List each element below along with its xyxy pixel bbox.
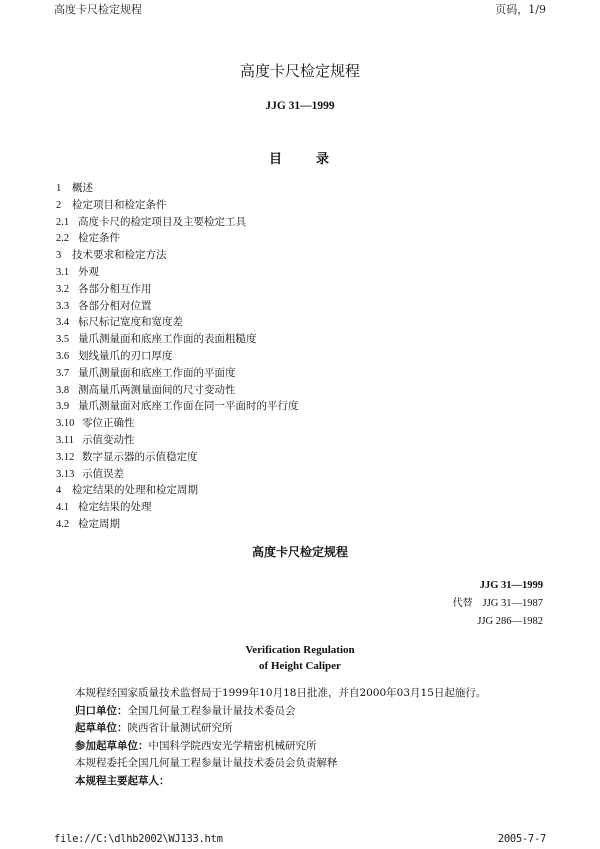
- toc-item: [56, 214, 556, 231]
- page-header: [0, 0, 600, 18]
- drafting-unit-line: [75, 720, 555, 738]
- toc-item-label: 高度卡尺的检定项目及主要检定工具: [78, 215, 246, 228]
- toc-item-label: 量爪测量面和底座工作面的表面粗糙度: [78, 333, 257, 346]
- toc-item-number: 3.4: [56, 317, 70, 329]
- regulation-code: JJG 31—1999: [479, 580, 543, 591]
- drafting-unit: 陕西省计量测试研究所: [127, 722, 233, 734]
- toc-item-label: 量爪测量面对底座工作面在同一平面时的平行度: [78, 400, 299, 413]
- participating-unit: 中国科学院西安光学精密机械研究所: [148, 739, 317, 752]
- replaces-code-2: JJG 286—1982: [477, 616, 543, 627]
- toc-item-number: 3.3: [56, 300, 70, 312]
- toc-item-label: 外观: [78, 265, 99, 278]
- toc-item-number: 3.10: [56, 418, 75, 430]
- toc-item-number: 3.1: [56, 266, 70, 278]
- toc-item-number: 1: [56, 183, 62, 194]
- toc-item-number: 3.9: [56, 401, 70, 413]
- toc-item: [56, 348, 556, 365]
- toc-heading: [0, 148, 600, 167]
- toc-item-label: 检定周期: [78, 517, 120, 530]
- cover-title: 高度卡尺检定规程: [239, 62, 360, 80]
- toc-item-number: 3.2: [56, 283, 70, 295]
- toc-item-number: 4.1: [56, 502, 70, 514]
- toc-item-number: 3.7: [56, 367, 70, 379]
- toc-item-number: 3: [56, 250, 62, 262]
- toc-item-label: 各部分相对位置: [78, 299, 152, 312]
- page-footer: [0, 832, 600, 848]
- toc-heading-right: 录: [316, 152, 332, 167]
- approval-text: 本规程经国家质量技术监督局于1999年10月18日批准，并自2000年03月15日起施行。: [75, 687, 487, 699]
- toc-item-number: 4.2: [56, 518, 70, 530]
- toc-item: [56, 482, 556, 499]
- toc-item-label: 概述: [72, 182, 93, 194]
- cover-code: JJG 31—1999: [265, 100, 335, 112]
- toc-item-label: 量爪测量面和底座工作面的平面度: [78, 366, 236, 379]
- english-title-line2: of Height Caliper: [259, 660, 341, 672]
- toc-item: [56, 298, 556, 315]
- footer-date: 2005-7-7: [497, 833, 546, 845]
- english-title-line1: Verification Regulation: [245, 644, 355, 656]
- toc-item-label: 技术要求和检定方法: [72, 249, 167, 262]
- toc-item-number: 3.8: [56, 384, 70, 396]
- responsible-unit-label: 归口单位：: [75, 704, 128, 717]
- toc-item: [56, 398, 556, 415]
- toc-heading-left: 目: [268, 152, 284, 167]
- toc-item: [56, 180, 556, 197]
- toc-item-number: 3.6: [56, 350, 70, 362]
- table-of-contents: [56, 180, 556, 533]
- header-doc-title: 高度卡尺检定规程: [54, 3, 142, 16]
- toc-item-number: 3.5: [56, 334, 70, 346]
- toc-item-number: 2.2: [56, 233, 70, 245]
- drafting-unit-label: 起草单位：: [75, 722, 128, 734]
- header-page-indicator: 页码，1/9: [495, 3, 546, 16]
- interpretation-text: 本规程委托全国几何量工程参量计量技术委员会负责解释: [75, 757, 338, 769]
- replaces-label: 代替: [452, 598, 473, 609]
- toc-item: [56, 197, 556, 214]
- toc-item-number: 2: [56, 199, 62, 211]
- toc-item-label: 各部分相互作用: [78, 282, 152, 295]
- toc-item-number: 4: [56, 485, 62, 497]
- toc-item-number: 3.13: [56, 468, 75, 480]
- toc-item-label: 检定结果的处理: [78, 501, 152, 514]
- toc-item-number: 3.11: [56, 434, 74, 446]
- toc-item-label: 划线量爪的刃口厚度: [78, 349, 173, 362]
- toc-item: [56, 466, 556, 483]
- toc-item: [56, 331, 556, 348]
- toc-item: [56, 264, 556, 281]
- toc-item: [56, 432, 556, 449]
- toc-item: [56, 281, 556, 298]
- toc-item-label: 测高量爪两测量面间的尺寸变动性: [78, 383, 236, 396]
- toc-item: [56, 382, 556, 399]
- regulation-info: [75, 685, 555, 790]
- toc-item-label: 检定项目和检定条件: [72, 198, 167, 211]
- toc-item-label: 数字显示器的示值稳定度: [82, 450, 198, 463]
- toc-item-label: 示值误差: [82, 467, 124, 480]
- toc-item-label: 示值变动性: [82, 433, 135, 446]
- toc-item: [56, 365, 556, 382]
- toc-item-number: 2.1: [56, 216, 70, 228]
- toc-item-label: 零位正确性: [82, 417, 135, 430]
- participating-unit-line: [75, 738, 555, 756]
- regulation-title: 高度卡尺检定规程: [251, 545, 348, 559]
- participating-unit-label: 参加起草单位：: [75, 739, 149, 752]
- toc-item: [56, 415, 556, 432]
- toc-item: [56, 499, 556, 516]
- toc-item: [56, 314, 556, 331]
- toc-item-number: 3.12: [56, 451, 75, 463]
- toc-item-label: 检定条件: [78, 232, 120, 245]
- responsible-unit: 全国几何量工程参量计量技术委员会: [127, 704, 296, 717]
- toc-item: [56, 230, 556, 247]
- toc-item-label: 标尺标记宽度和宽度差: [78, 316, 183, 329]
- toc-item: [56, 449, 556, 466]
- responsible-unit-line: [75, 703, 555, 721]
- regulation-codes: [453, 577, 543, 631]
- english-title: [0, 642, 600, 674]
- main-drafters-label: 本规程主要起草人：: [75, 774, 170, 787]
- replaces-code-1: JJG 31—1987: [482, 598, 543, 609]
- footer-file-path: file://C:\dlhb2002\WJ133.htm: [54, 833, 223, 845]
- toc-item: [56, 247, 556, 264]
- toc-item: [56, 516, 556, 533]
- toc-item-label: 检定结果的处理和检定周期: [72, 484, 198, 497]
